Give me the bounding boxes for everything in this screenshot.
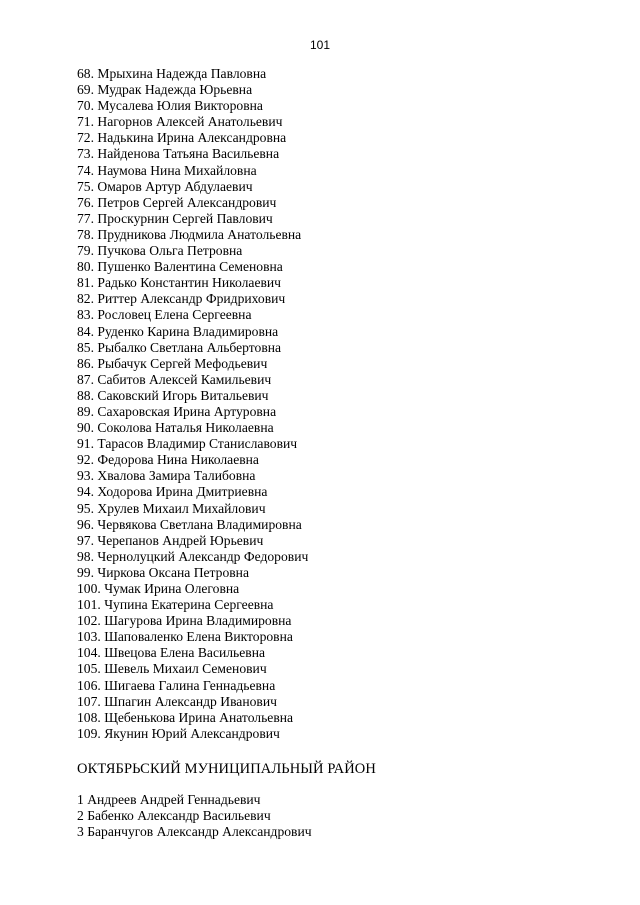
list-item: 102. Шагурова Ирина Владимировна: [77, 613, 292, 629]
list-item: 96. Червякова Светлана Владимировна: [77, 516, 302, 532]
list-item: 94. Ходорова Ирина Дмитриевна: [77, 484, 268, 500]
list-item: 74. Наумова Нина Михайловна: [77, 162, 257, 178]
list-item: 92. Федорова Нина Николаевна: [77, 452, 259, 468]
list-item: 99. Чиркова Оксана Петровна: [77, 564, 249, 580]
list-item: 72. Надькина Ирина Александровна: [77, 130, 287, 146]
list-item: 78. Прудникова Людмила Анатольевна: [77, 226, 302, 242]
list-item: 77. Проскурнин Сергей Павлович: [77, 210, 273, 226]
list-item: 90. Соколова Наталья Николаевна: [77, 420, 274, 436]
list-item: 83. Рословец Елена Сергеевна: [77, 307, 252, 323]
list-item: 107. Шпагин Александр Иванович: [77, 693, 277, 709]
list-item: 97. Черепанов Андрей Юрьевич: [77, 532, 264, 548]
section-name-list: [77, 792, 312, 840]
list-item: 87. Сабитов Алексей Камильевич: [77, 371, 272, 387]
list-item: 108. Щебенькова Ирина Анатольевна: [77, 709, 294, 725]
list-item: 1 Андреев Андрей Геннадьевич: [77, 792, 261, 807]
list-item: 2 Бабенко Александр Васильевич: [77, 808, 271, 824]
list-item: 85. Рыбалко Светлана Альбертовна: [77, 339, 282, 355]
list-item: 89. Сахаровская Ирина Артуровна: [77, 403, 277, 419]
page-number: 101: [309, 38, 331, 52]
list-item: 79. Пучкова Ольга Петровна: [77, 243, 243, 259]
list-item: 93. Хвалова Замира Талибовна: [77, 468, 256, 484]
list-item: 68. Мрыхина Надежда Павловна: [77, 66, 267, 81]
list-item: 76. Петров Сергей Александрович: [77, 194, 277, 210]
list-item: 101. Чупина Екатерина Сергеевна: [77, 597, 274, 613]
list-item: 80. Пушенко Валентина Семеновна: [77, 259, 283, 275]
list-item: 100. Чумак Ирина Олеговна: [77, 581, 240, 596]
list-item: 75. Омаров Артур Абдулаевич: [77, 178, 253, 194]
list-item: 98. Чернолуцкий Александр Федорович: [77, 548, 309, 564]
section-heading: ОКТЯБРЬСКИЙ МУНИЦИПАЛЬНЫЙ РАЙОН: [77, 761, 376, 777]
list-item: 82. Риттер Александр Фридрихович: [77, 291, 286, 307]
list-item: 91. Тарасов Владимир Станиславович: [77, 436, 298, 452]
list-item: 95. Хрулев Михаил Михайлович: [77, 500, 266, 516]
list-item: 81. Радько Константин Николаевич: [77, 275, 282, 291]
list-item: 70. Мусалева Юлия Викторовна: [77, 98, 263, 114]
list-item: 3 Баранчугов Александр Александрович: [77, 824, 312, 840]
list-item: 84. Руденко Карина Владимировна: [77, 323, 279, 339]
list-item: 88. Саковский Игорь Витальевич: [77, 387, 269, 403]
list-item: 69. Мудрак Надежда Юрьевна: [77, 82, 253, 98]
list-item: 106. Шигаева Галина Геннадьевна: [77, 677, 276, 693]
list-item: 71. Нагорнов Алексей Анатольевич: [77, 114, 283, 130]
name-list: [77, 66, 308, 742]
list-item: 86. Рыбачук Сергей Мефодьевич: [77, 355, 268, 371]
list-item: 104. Швецова Елена Васильевна: [77, 645, 265, 661]
list-item: 109. Якунин Юрий Александрович: [77, 725, 280, 741]
list-item: 103. Шаповаленко Елена Викторовна: [77, 629, 293, 645]
list-item: 73. Найденова Татьяна Васильевна: [77, 146, 280, 162]
list-item: 105. Шевель Михаил Семенович: [77, 661, 267, 677]
